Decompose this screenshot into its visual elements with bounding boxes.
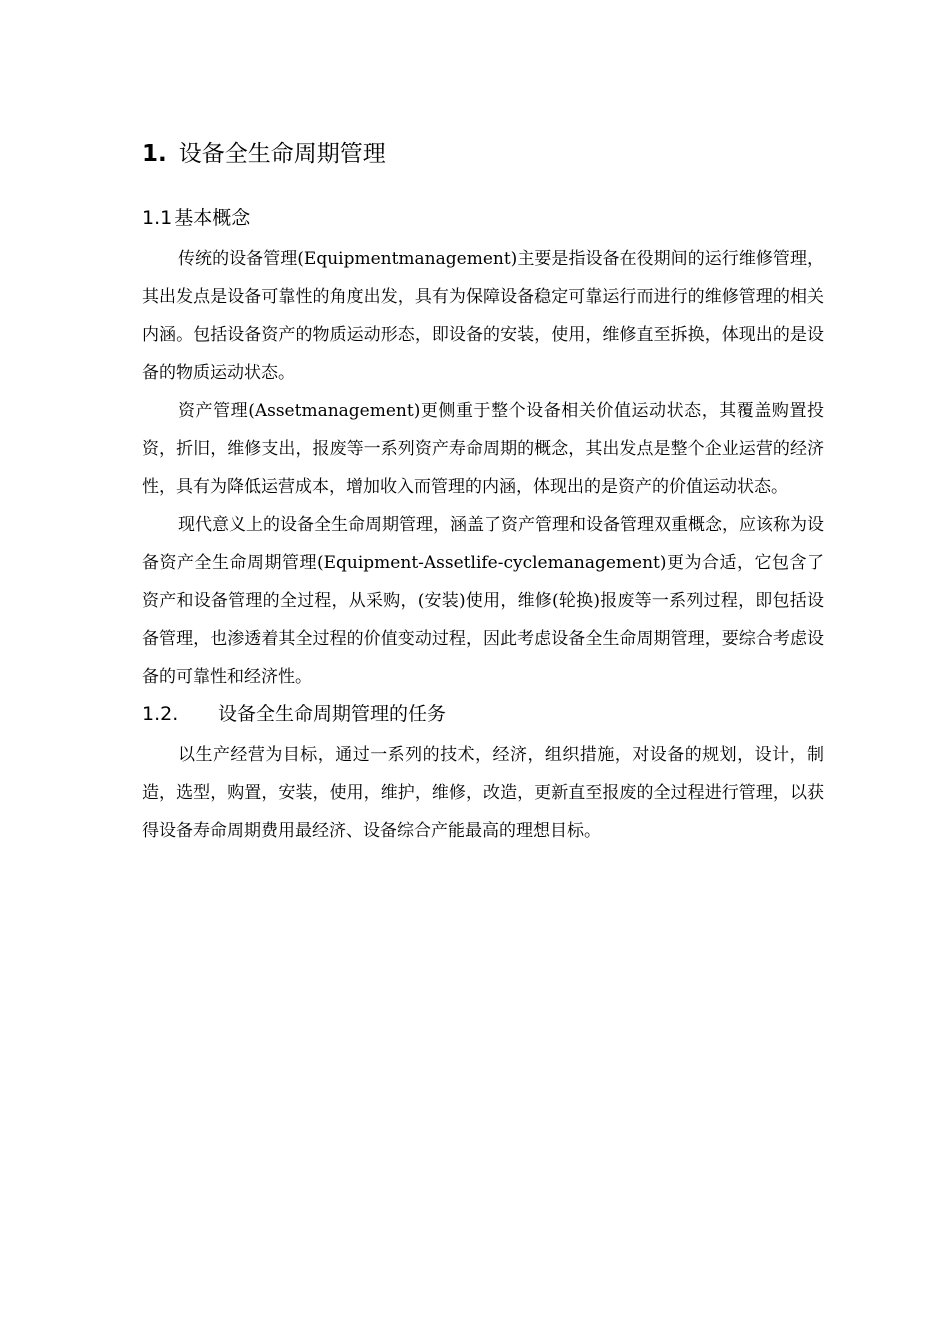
section-1-2-number: 1.2.	[142, 703, 179, 725]
section-1-1-title: 基本概念	[174, 207, 251, 229]
section-heading-1-2	[142, 700, 824, 728]
heading-1	[142, 138, 824, 170]
heading-1-text: 设备全生命周期管理	[178, 141, 386, 167]
heading-1-number: 1.	[142, 141, 167, 167]
paragraph: 资产管理(Assetmanagement)更侧重于整个设备相关价值运动状态，其覆盖购置投资，折旧，维修支出，报废等一系列资产寿命周期的概念，其出发点是整个企业运营的经济性，具有为降低运营成本，增加收入而管理的内涵，体现出的是资产的价值运动状态。	[142, 401, 824, 497]
section-1-2-title: 设备全生命周期管理的任务	[218, 703, 447, 725]
section-heading-1-1	[142, 204, 824, 232]
paragraph: 现代意义上的设备全生命周期管理，涵盖了资产管理和设备管理双重概念，应该称为设备资产全生命周期管理(Equipment-Assetlife-cyclemanagement)更为合适，它包含了资产和设备管理的全过程，从采购，(安装)使用，维修(轮换)报废等一系列过程，即包括设备管理，也渗透着其全过程的价值变动过程，因此考虑设备全生命周期管理，要综合考虑设备的可靠性和经济性。	[142, 515, 824, 687]
paragraph: 以生产经营为目标，通过一系列的技术，经济，组织措施，对设备的规划，设计，制造，选型，购置，安装，使用，维护，维修，改造，更新直至报废的全过程进行管理，以获得设备寿命周期费用最经济、设备综合产能最高的理想目标。	[142, 745, 824, 841]
section-1-1-number: 1.1	[142, 207, 173, 229]
paragraph: 传统的设备管理(Equipmentmanagement)主要是指设备在役期间的运行维修管理，其出发点是设备可靠性的角度出发，具有为保障设备稳定可靠运行而进行的维修管理的相关内涵。包括设备资产的物质运动形态，即设备的安装，使用，维修直至拆换，体现出的是设备的物质运动状态。	[142, 249, 824, 383]
document-body	[142, 138, 824, 850]
